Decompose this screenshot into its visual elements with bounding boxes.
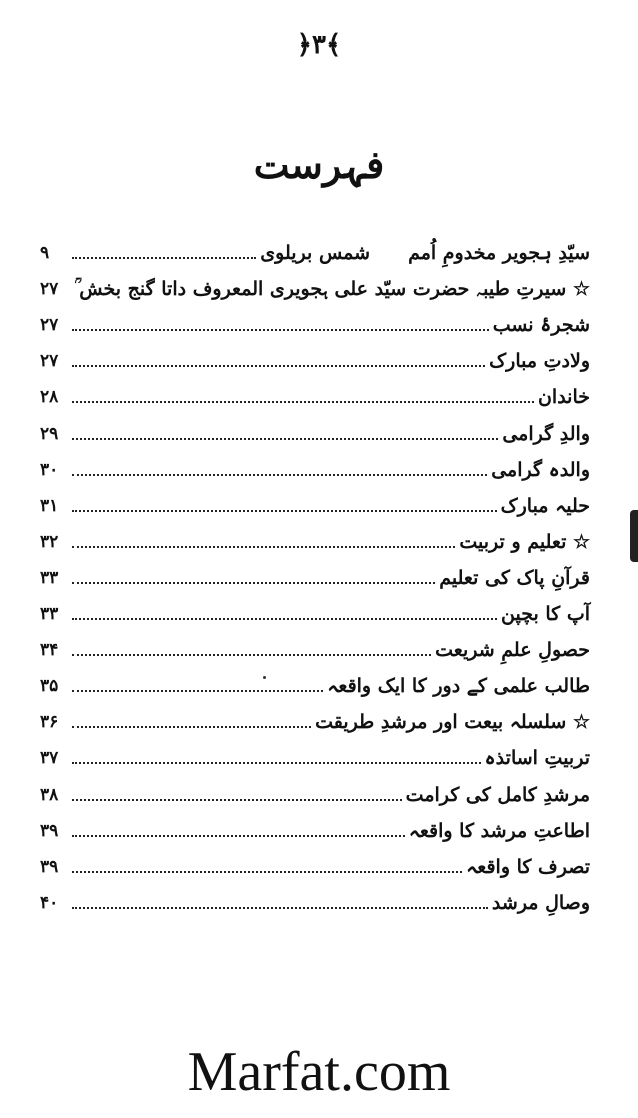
toc-entry-page-number: ۲۹ [40, 423, 59, 444]
toc-leader-dots [72, 400, 534, 403]
table-of-contents [40, 228, 590, 914]
toc-leader-dots [72, 798, 402, 801]
toc-entry-title: طالب علمی کے دور کا ایک واقعہ [327, 675, 590, 698]
toc-entry-page-number: ۳۵ [40, 676, 59, 697]
toc-entry [40, 228, 590, 264]
toc-entry [40, 517, 590, 553]
toc-entry-title: اطاعتِ مرشد کا واقعہ [408, 819, 590, 842]
toc-leader-dots [72, 617, 497, 620]
toc-entry [40, 697, 590, 733]
toc-entry [40, 661, 590, 697]
toc-entry-page-number: ۳۳ [40, 604, 59, 625]
toc-leader-dots [72, 545, 455, 548]
page-title: فہرست [253, 142, 385, 187]
toc-entry-title: مرشدِ کامل کی کرامت [405, 783, 590, 806]
toc-entry [40, 589, 590, 625]
scan-speck [263, 676, 266, 679]
toc-entry [40, 264, 590, 300]
toc-leader-dots [72, 581, 435, 584]
toc-leader-dots [72, 906, 488, 909]
toc-leader-dots [72, 653, 431, 656]
toc-leader-dots [72, 834, 405, 837]
toc-leader-dots [72, 473, 487, 476]
toc-entry-page-number: ۳۹ [40, 856, 59, 877]
toc-entry-page-number: ۳۱ [40, 495, 59, 516]
toc-entry-page-number: ۳۸ [40, 784, 59, 805]
toc-entry [40, 372, 590, 408]
toc-entry-page-number: ۹ [40, 243, 50, 264]
toc-entry-page-number: ۲۷ [40, 315, 59, 336]
toc-leader-dots [72, 364, 485, 367]
toc-entry [40, 481, 590, 517]
toc-entry-page-number: ۲۷ [40, 279, 59, 300]
toc-leader-dots [72, 437, 498, 440]
toc-entry-page-number: ۲۷ [40, 351, 59, 372]
toc-leader-dots [72, 870, 462, 873]
toc-entry-page-number: ۳۹ [40, 820, 59, 841]
toc-entry [40, 806, 590, 842]
toc-entry-title: وصالِ مرشد [491, 891, 590, 914]
toc-entry-title: ☆ سیرتِ طیبہ حضرت سیّد علی ہجویری المعروف داتا گنج بخش ؒ [74, 278, 590, 301]
toc-entry-title: شجرۂ نسب [492, 314, 590, 337]
toc-leader-dots [72, 725, 311, 728]
toc-entry [40, 445, 590, 481]
toc-leader-dots [72, 689, 323, 692]
toc-entry-title: سیّدِ ہجویر مخدومِ اُمم [408, 242, 590, 265]
toc-entry-page-number: ۳۴ [40, 640, 59, 661]
toc-entry [40, 842, 590, 878]
toc-leader-dots [72, 328, 489, 331]
toc-entry-title: ☆ تعلیم و تربیت [459, 530, 590, 553]
toc-entry-page-number: ۲۸ [40, 387, 59, 408]
toc-entry-title: تصرف کا واقعہ [466, 855, 590, 878]
toc-entry-title: حصولِ علمِ شریعت [435, 639, 590, 662]
toc-leader-dots [72, 761, 481, 764]
toc-entry-title: ☆ سلسلہ بیعت اور مرشدِ طریقت [315, 711, 590, 734]
toc-entry [40, 553, 590, 589]
toc-entry-title: خاندان [537, 386, 590, 409]
toc-leader-dots [72, 509, 497, 512]
toc-entry [40, 769, 590, 805]
page-number: ﴿۳﴾ [296, 30, 342, 60]
toc-entry [40, 408, 590, 444]
toc-entry-title: والدہ گرامی [491, 458, 590, 481]
toc-entry [40, 300, 590, 336]
toc-entry-title: ولادتِ مبارک [489, 350, 590, 373]
toc-entry [40, 878, 590, 914]
toc-entry-title: قرآنِ پاک کی تعلیم [439, 566, 590, 589]
toc-entry-page-number: ۳۰ [40, 459, 59, 480]
toc-leader-dots [72, 256, 256, 259]
toc-entry-page-number: ۳۲ [40, 531, 59, 552]
toc-entry-title: آپ کا بچپن [501, 603, 590, 626]
toc-entry-page-number: ۳۷ [40, 748, 59, 769]
toc-entry-author: شمس بریلوی [260, 242, 371, 265]
watermark: Marfat.com [187, 1041, 451, 1103]
toc-entry [40, 336, 590, 372]
toc-entry-page-number: ۳۳ [40, 567, 59, 588]
toc-entry-title: حلیہ مبارک [500, 494, 590, 517]
toc-entry-title: والدِ گرامی [502, 422, 590, 445]
toc-entry-title: تربیتِ اساتذہ [484, 747, 590, 770]
page-edge-mark [630, 510, 638, 562]
toc-entry-page-number: ۳۶ [40, 712, 59, 733]
toc-entry-page-number: ۴۰ [40, 892, 59, 913]
toc-entry [40, 625, 590, 661]
toc-entry [40, 733, 590, 769]
